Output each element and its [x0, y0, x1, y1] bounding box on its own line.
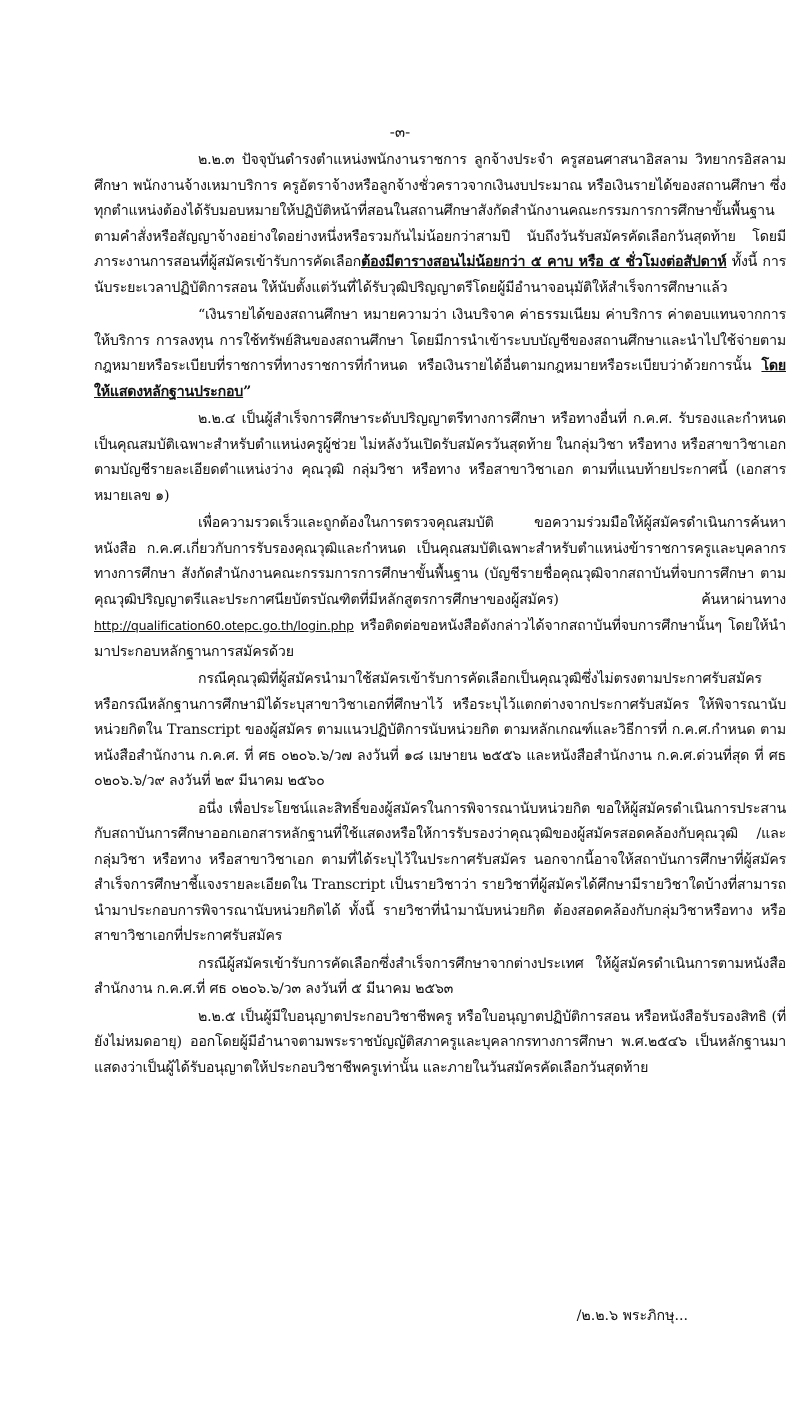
emphasis: โดยให้แสดงหลักฐานประกอบ — [94, 358, 786, 400]
paragraph-income-definition — [94, 303, 786, 405]
text: ๒.๒.๓ ปัจจุบันดำรงตำแหน่งพนักงานราชการ ลูกจ้างประจำ ครูสอนศาสนาอิสลาม วิทยากรอิสลามศึกษา พนักงานจ้างเหมาบริการ ครูอัตราจ้างหรือลูกจ้างชั่วคราวจากเงินงบประมาณ หรือเงินรายได้ของสถานศึกษา ซึ่งทุกตำแหน่งต้องได้รับมอบหมายให้ปฏิบัติหน้าที่สอนในสถานศึกษาสังกัดสำนักงานคณะกรรมการการศึกษาขั้นพื้นฐาน ตามคำสั่งหรือสัญญาจ้างอย่างใดอย่างหนึ่งหรือรวมกันไม่น้อยกว่าสามปี นับถึงวันรับสมัครคัดเลือกวันสุดท้าย โดยมีภาระงานการสอนที่ผู้สมัครเข้ารับการคัดเลือก — [94, 152, 786, 270]
paragraph-2-2-5: ๒.๒.๕ เป็นผู้มีใบอนุญาตประกอบวิชาชีพครู หรือใบอนุญาตปฏิบัติการสอน หรือหนังสือรับรองสิทธิ (ที่ยังไม่หมดอายุ) ออกโดยผู้มีอำนาจตามพระราชบัญญัติสภาครูและบุคลากรทางการศึกษา พ.ศ.๒๕๔๖ เป็นหลักฐานมาแสดงว่าเป็นผู้ได้รับอนุญาตให้ประกอบวิชาชีพครูเท่านั้น และภายในวันสมัครคัดเลือกวันสุดท้าย — [94, 1008, 786, 1076]
emphasis: ต้องมีตารางสอนไม่น้อยกว่า ๕ คาบ หรือ ๕ ชั่วโมงต่อสัปดาห์ — [361, 254, 727, 270]
document-body — [94, 148, 786, 1081]
paragraph-qualification-mismatch: กรณีคุณวุฒิที่ผู้สมัครนำมาใช้สมัครเข้ารับการคัดเลือกเป็นคุณวุฒิซึ่งไม่ตรงตามประกาศรับสมัคร หรือกรณีหลักฐานการศึกษามิได้ระบุสาขาวิชาเอกที่ศึกษาไว้ หรือระบุไว้แตกต่างจากประกาศรับสมัคร ให้พิจารณานับหน่วยกิตใน Transcript ของผู้สมัคร ตามแนวปฏิบัติการนับหน่วยกิต ตามหลักเกณฑ์และวิธีการที่ ก.ค.ศ.กำหนด ตามหนังสือสำนักงาน ก.ค.ศ. ที่ ศธ ๐๒๐๖.๖/ว๗ ลงวันที่ ๑๘ เมษายน ๒๕๕๖ และหนังสือสำนักงาน ก.ค.ศ.ด่วนที่สุด ที่ ศธ ๐๒๐๖.๖/ว๙ ลงวันที่ ๒๙ มีนาคม ๒๕๖๐ — [94, 671, 786, 789]
paragraph-abroad: กรณีผู้สมัครเข้ารับการคัดเลือกซึ่งสำเร็จการศึกษาจากต่างประเทศ ให้ผู้สมัครดำเนินการตามหนังสือสำนักงาน ก.ค.ศ.ที่ ศธ ๐๒๐๖.๖/ว๓ ลงวันที่ ๕ มีนาคม ๒๕๖๓ — [94, 955, 786, 997]
close-quote: ” — [243, 383, 252, 400]
text: ทั้งนี้ การนับระยะเวลาปฏิบัติการสอน ให้นับตั้งแต่วันที่ได้รับวุฒิปริญญาตรีโดยผู้มีอำนาจอนุมัติให้สำเร็จการศึกษาแล้ว — [94, 254, 787, 296]
continuation-note: /๒.๒.๖ พระภิกษุ... — [576, 1308, 688, 1324]
text: หรือติดต่อขอหนังสือดังกล่าวได้จากสถาบันที่จบการศึกษานั้นๆ โดยให้นำมาประกอบหลักฐานการสมัครด้วย — [94, 618, 786, 660]
paragraph-verification — [94, 511, 786, 665]
qualification-link[interactable]: http://qualification60.otepc.go.th/login.php — [94, 618, 354, 633]
paragraph-2-2-3 — [94, 148, 786, 301]
page-number: -๓- — [389, 123, 411, 141]
paragraph-2-2-4: ๒.๒.๔ เป็นผู้สำเร็จการศึกษาระดับปริญญาตรีทางการศึกษา หรือทางอื่นที่ ก.ค.ศ. รับรองและกำหนดเป็นคุณสมบัติเฉพาะสำหรับตำแหน่งครูผู้ช่วย ไม่หลังวันเปิดรับสมัครวันสุดท้าย ในกลุ่มวิชา หรือทาง หรือสาขาวิชาเอก ตามบัญชีรายละเอียดตำแหน่งว่าง คุณวุฒิ กลุ่มวิชา หรือทาง หรือสาขาวิชาเอก ตามที่แนบท้ายประกาศนี้ (เอกสารหมายเลข ๑) — [94, 411, 786, 504]
text: เพื่อความรวดเร็วและถูกต้องในการตรวจคุณสมบัติ ขอความร่วมมือให้ผู้สมัครดำเนินการค้นหา หนังสือ ก.ค.ศ.เกี่ยวกับการรับรองคุณวุฒิและกำหนด เป็นคุณสมบัติเฉพาะสำหรับตำแหน่งข้าราชการครูและบุคลากรทางการศึกษา สังกัดสำนักงานคณะกรรมการการศึกษาขั้นพื้นฐาน (บัญชีรายชื่อคุณวุฒิจากสถาบันที่จบการศึกษา ตามคุณวุฒิปริญญาตรีและประกาศนียบัตรบัณฑิตที่มีหลักสูตรการศึกษาของผู้สมัคร) ค้นหาผ่านทาง — [94, 515, 786, 608]
text: “เงินรายได้ของสถานศึกษา หมายความว่า เงินบริจาค ค่าธรรมเนียม ค่าบริการ ค่าตอบแทนจากการให้บริการ การลงทุน การใช้ทรัพย์สินของสถานศึกษา โดยมีการนำเข้าระบบบัญชีของสถานศึกษาและนำไปใช้จ่ายตามกฎหมายหรือระเบียบที่ราชการที่ทางราชการที่กำหนด หรือเงินรายได้อื่นตามกฎหมายหรือระเบียบว่าด้วยการนั้น — [94, 307, 786, 374]
paragraph-credit-benefit: อนึ่ง เพื่อประโยชน์และสิทธิ์ของผู้สมัครในการพิจารณานับหน่วยกิต ขอให้ผู้สมัครดำเนินการประสานกับสถาบันการศึกษาออกเอกสารหลักฐานที่ใช้แสดงหรือให้การรับรองว่าคุณวุฒิของผู้สมัครสอดคล้องกับคุณวุฒิ /และกลุ่มวิชา หรือทาง หรือสาขาวิชาเอก ตามที่ได้ระบุไว้ในประกาศรับสมัคร นอกจากนี้อาจให้สถาบันการศึกษาที่ผู้สมัครสำเร็จการศึกษาชี้แจงรายละเอียดใน Transcript เป็นรายวิชาว่า รายวิชาที่ผู้สมัครได้ศึกษามีรายวิชาใดบ้างที่สามารถนำมาประกอบการพิจารณานับหน่วยกิตได้ ทั้งนี้ รายวิชาที่นำมานับหน่วยกิต ต้องสอดคล้องกับกลุ่มวิชาหรือทาง หรือสาขาวิชาเอกที่ประกาศรับสมัคร — [94, 800, 786, 944]
